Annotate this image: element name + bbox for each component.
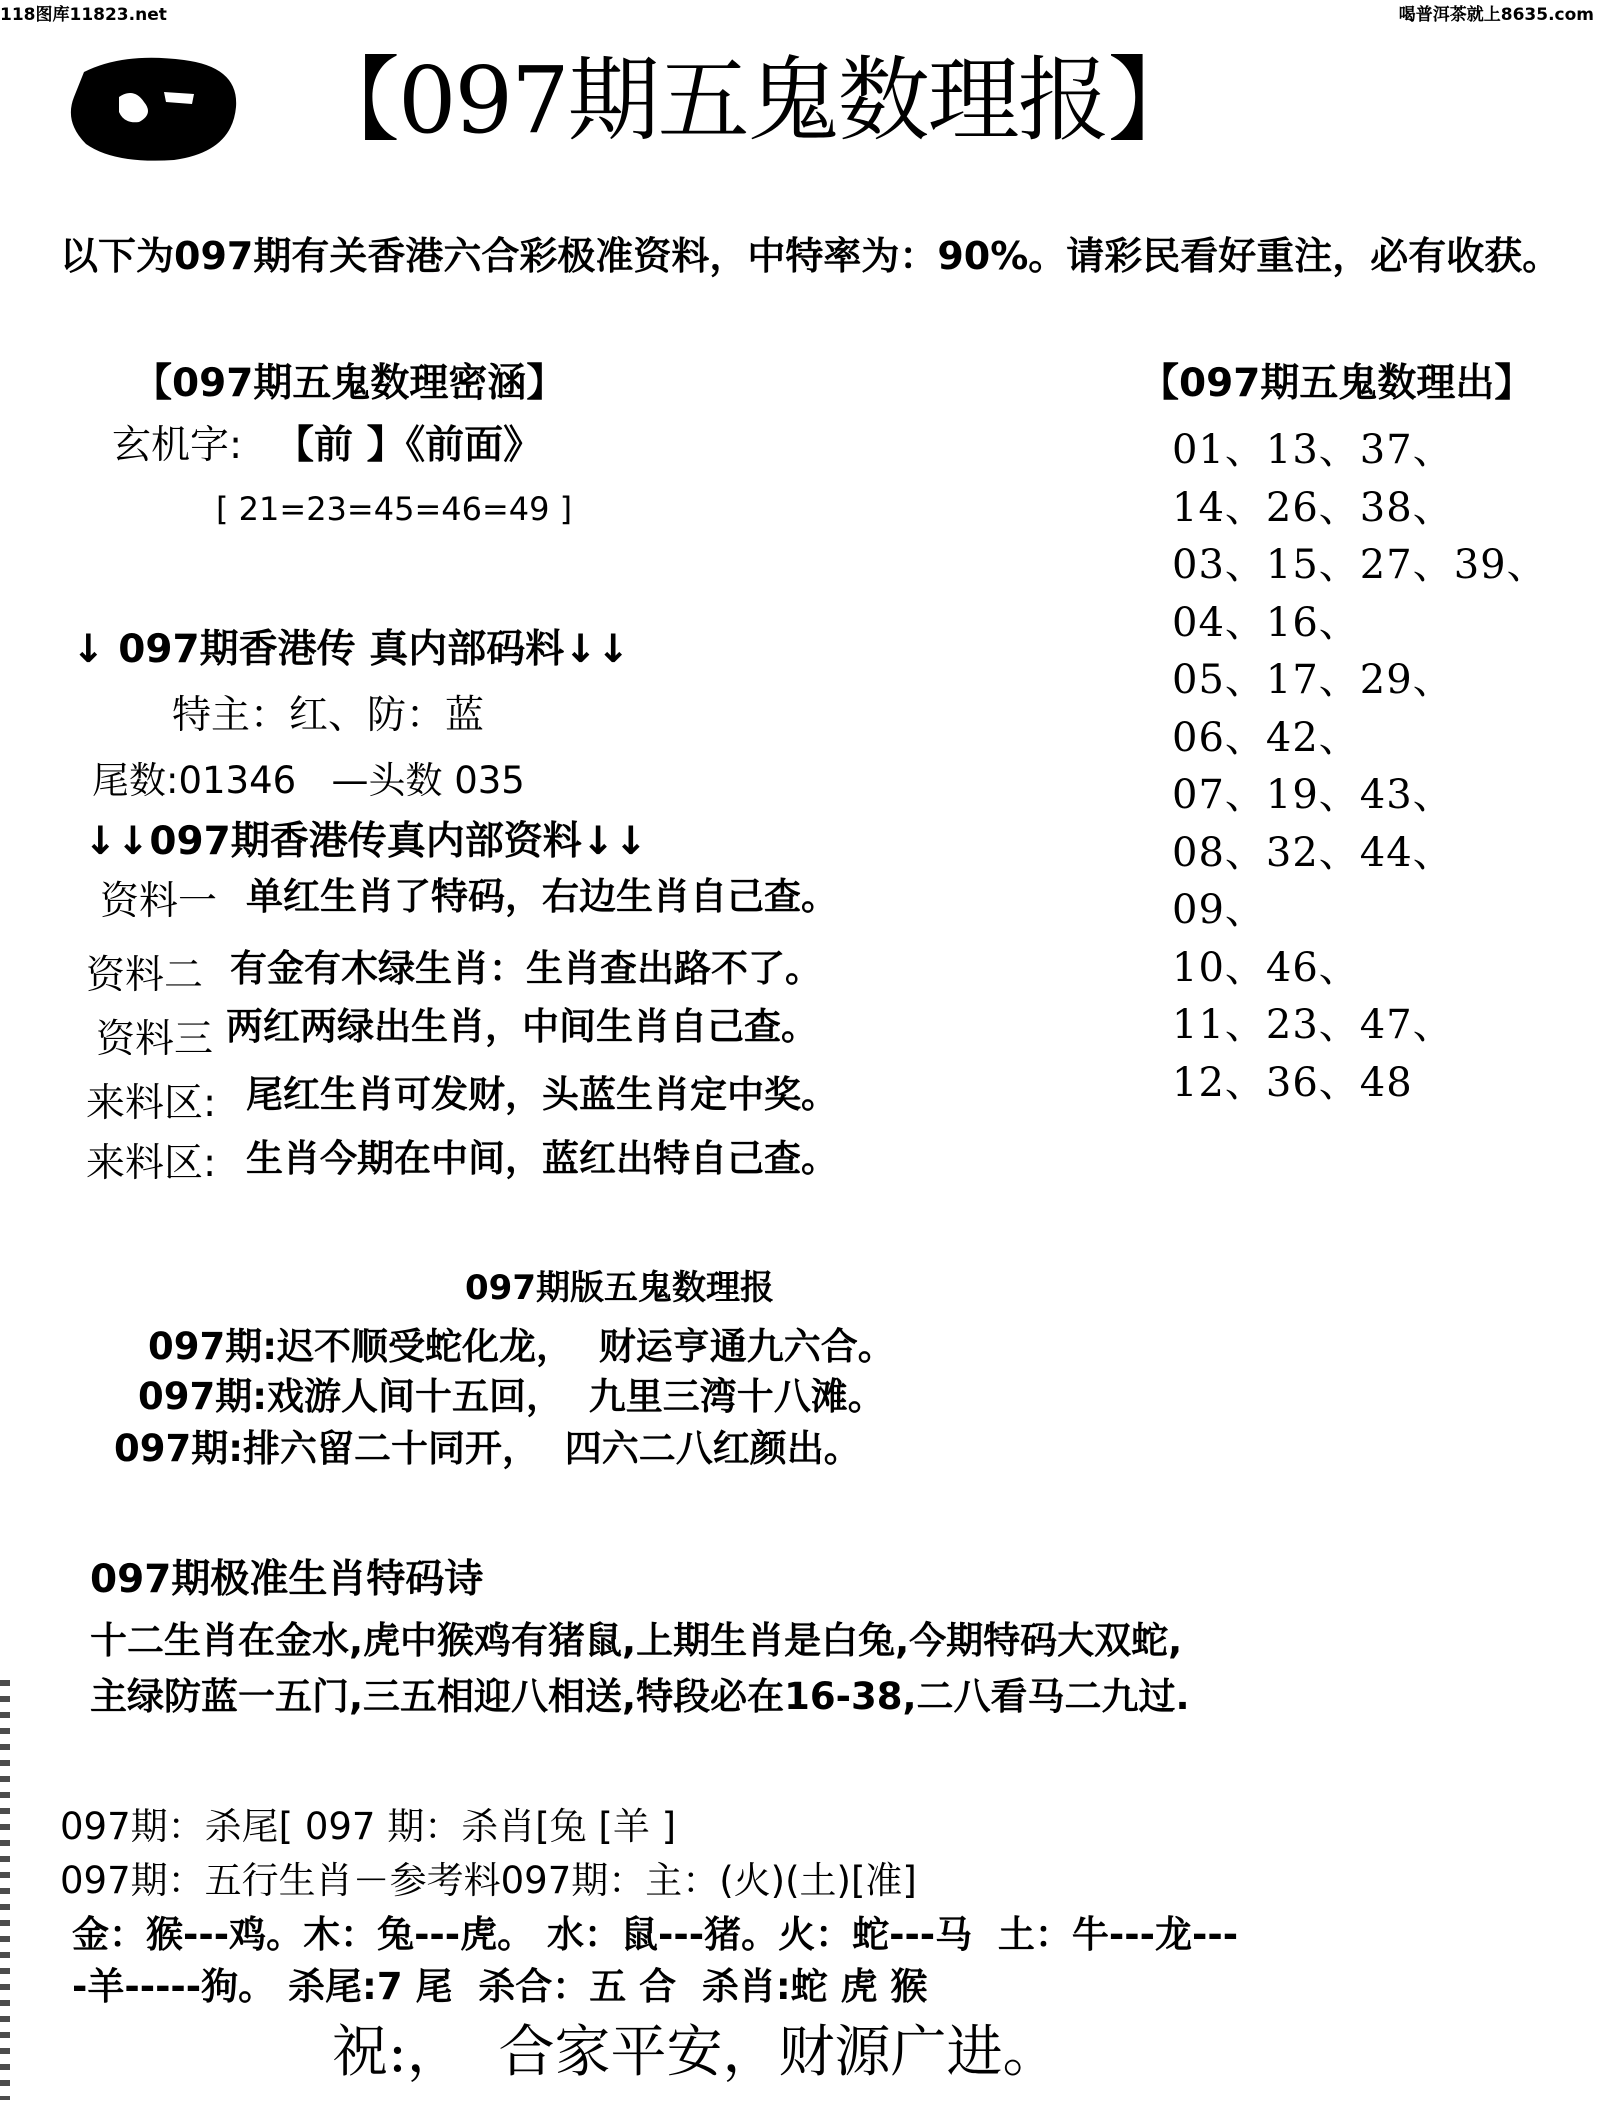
page-title: 【097期五鬼数理报】 [308,47,1198,154]
scan-edge-artifact [0,1680,10,2100]
number-row: 05、17、29、 [1172,657,1454,703]
xuanji-value: 【前 】《前面》 [275,423,543,468]
ziliao-label: 资料一 [100,879,218,924]
tezhu-line: 特主：红、防：蓝 [172,693,485,738]
ziliao-label: 资料三 [96,1017,214,1062]
ziliao-text: 尾红生肖可发财，头蓝生肖定中奖。 [246,1073,838,1116]
number-row: 07、19、43、 [1172,772,1454,818]
number-row: 14、26、38、 [1172,484,1454,531]
chuan2-heading: ↓↓097期香港传真内部资料↓↓ [84,819,648,864]
xuanji-numbers: [ 21=23=45=46=49 ] [216,490,573,528]
number-row: 04、16、 [1172,599,1360,646]
site-watermark-right: 喝普洱茶就上8635.com [1398,5,1594,25]
xuanji-label: 玄机字: [112,423,243,468]
site-watermark-left: 118图库11823.net [0,5,167,25]
middle-line: 097期:迟不顺受蛇化龙， 财运亨通九六合。 [148,1325,895,1368]
number-row: 10、46、 [1172,944,1360,991]
ziliao-text: 两红两绿出生肖，中间生肖自己查。 [226,1005,818,1048]
weishu-line: 尾数:01346 —头数 035 [92,759,525,802]
bottom-line: -羊-----狗。 杀尾:7 尾 杀合：五 合 杀肖:蛇 虎 猴 [72,1965,928,2008]
shuli-heading: 【097期五鬼数理出】 [1140,361,1534,406]
number-row: 12、36、48 [1172,1059,1413,1106]
middle-line: 097期:排六留二十同开， 四六二八红颜出。 [114,1427,861,1470]
ziliao-text: 单红生肖了特码，右边生肖自己查。 [246,875,838,918]
bottom-line: 金：猴---鸡。木：兔---虎。 水：鼠---猪。火：蛇---马 土：牛---龙--- [72,1913,1239,1956]
ziliao-label: 来料区: [86,1141,217,1186]
bottom-line: 097期：五行生肖－参考料097期：主：(火)(土)[准] [60,1859,917,1902]
ziliao-text: 生肖今期在中间，蓝红出特自己查。 [246,1137,838,1180]
middle-heading: 097期版五鬼数理报 [465,1268,774,1308]
number-row: 03、15、27、39、 [1172,542,1548,588]
bottom-line: 097期：杀尾[ 097 期：杀肖[兔 [羊 ] [60,1805,677,1848]
number-row: 08、32、44、 [1172,829,1454,876]
poem-line: 主绿防蓝一五门,三五相迎八相送,特段必在16-38,二八看马二九过. [90,1675,1190,1718]
ziliao-label: 来料区: [86,1081,217,1126]
blessing-line: 祝:， 合家平安，财源广进。 [332,2020,1059,2085]
ziliao-text: 有金有木绿生肖：生肖查出路不了。 [230,947,822,990]
intro-text: 以下为097期有关香港六合彩极准资料，中特率为：90%。请彩民看好重注，必有收获。 [60,234,1561,278]
poem-heading: 097期极准生肖特码诗 [90,1557,484,1602]
middle-line: 097期:戏游人间十五回， 九里三湾十八滩。 [138,1375,885,1418]
chuan1-heading: ↓ 097期香港传 真内部码料↓↓ [72,627,630,672]
ink-blot-logo [64,52,244,167]
mihan-heading: 【097期五鬼数理密涵】 [133,361,566,406]
number-row: 06、42、 [1172,714,1360,761]
number-row: 11、23、47、 [1172,1002,1454,1048]
ziliao-label: 资料二 [86,953,204,998]
number-row: 01、13、37、 [1172,427,1454,473]
number-row: 09、 [1172,887,1266,933]
poem-line: 十二生肖在金水,虎中猴鸡有猪鼠,上期生肖是白兔,今期特码大双蛇, [90,1619,1183,1662]
